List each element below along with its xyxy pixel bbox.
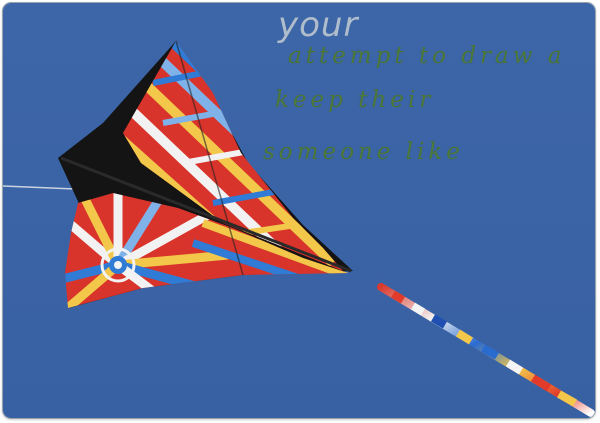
overlay-word: your <box>278 5 359 45</box>
overlay-line-3: someone like <box>263 139 464 165</box>
photo-frame <box>3 3 595 418</box>
overlay-line-2: keep their <box>275 87 435 113</box>
overlay-line-1: attempt to draw a <box>288 43 566 69</box>
